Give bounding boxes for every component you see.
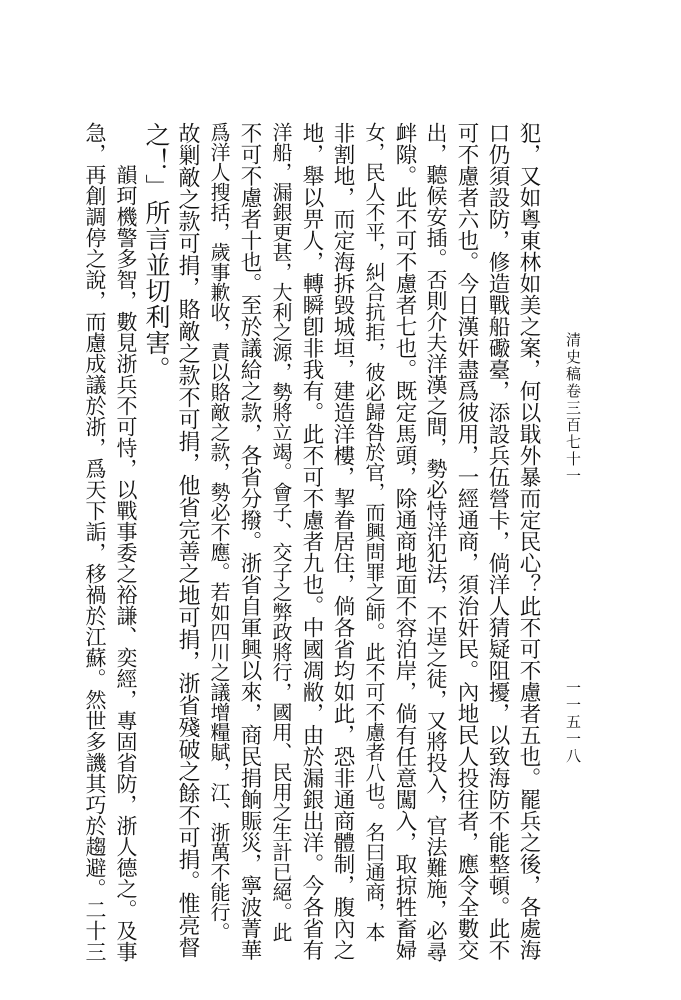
text-column-11: 爲洋人搜括，歲事歉收，責以賂敵之款，勢必不應。若如四川之議增糧賦，江、浙萬不能行。 — [207, 122, 231, 942]
text-column-8: 地，舉以畀人，轉瞬卽非我有。此不可不慮者九也。中國凋敝，由於漏銀出洋。今各省有 — [299, 122, 324, 961]
page-number: 一一五一八 — [564, 680, 582, 765]
text-column-14: 韻珂機警多智，數見浙兵不可恃，以戰事委之裕謙、奕經，專固省防，浙人德之。及事 — [114, 122, 138, 962]
text-column-6: 女，民人不平，糾合抗拒，彼必歸咎於官，而興問罪之師。此不可不慮者八也。名曰通商，本 — [362, 122, 386, 942]
text-column-12: 故剿敵之款可捐，賂敵之款不可捐，他省完善之地可捐，浙省殘破之餘不可捐。惟亮督 — [175, 122, 200, 958]
text-column-15: 急，再創調停之說，而慮成議於浙，爲天下詬，移禍於江蘇。然世多譏其巧於趨避。二十三 — [83, 122, 107, 962]
text-column-5: 衅隙。此不可不慮者七也。既定馬頭，除通商地面不容泊岸，倘有任意闖入，取掠牲畜婦 — [392, 122, 417, 961]
text-column-10: 不可不慮者十也。至於議給之款，各省分撥。浙省自軍興以來，商民捐餉賑災，寧波菁華 — [237, 122, 262, 961]
running-title: 清史稿卷三百七十一 — [564, 332, 582, 485]
text-column-7: 非割地，而定海拆毀城垣，建造洋樓，挈眷居住，倘各省均如此，恐非通商體制，腹內之 — [330, 122, 355, 961]
text-column-4: 出，聽候安插。否則介夫洋漢之間，勢必恃洋犯法，不逞之徒，又將投入，官法難施，必尋 — [424, 122, 448, 962]
text-column-1: 犯，又如粵東林如美之案，何以戢外暴而定民心？此不可不慮者五也。罷兵之後，各處海 — [516, 122, 541, 961]
text-column-2: 口仍須設防，修造戰船礮臺，添設兵伍營卡，倘洋人猜疑阻擾，以致海防不能整頓。此不 — [485, 122, 510, 961]
text-column-3: 可不慮者六也。今日漢奸盡爲彼用，一經通商，須治奸民。內地民人投往者，應令全數交 — [454, 122, 479, 961]
text-column-13: 之！」所言並切利害。 — [142, 122, 171, 382]
text-column-9: 洋船，漏銀更甚，大利之源，勢將立竭。會子、交子之弊政將行，國用、民用之生計已絕。此 — [269, 122, 293, 942]
